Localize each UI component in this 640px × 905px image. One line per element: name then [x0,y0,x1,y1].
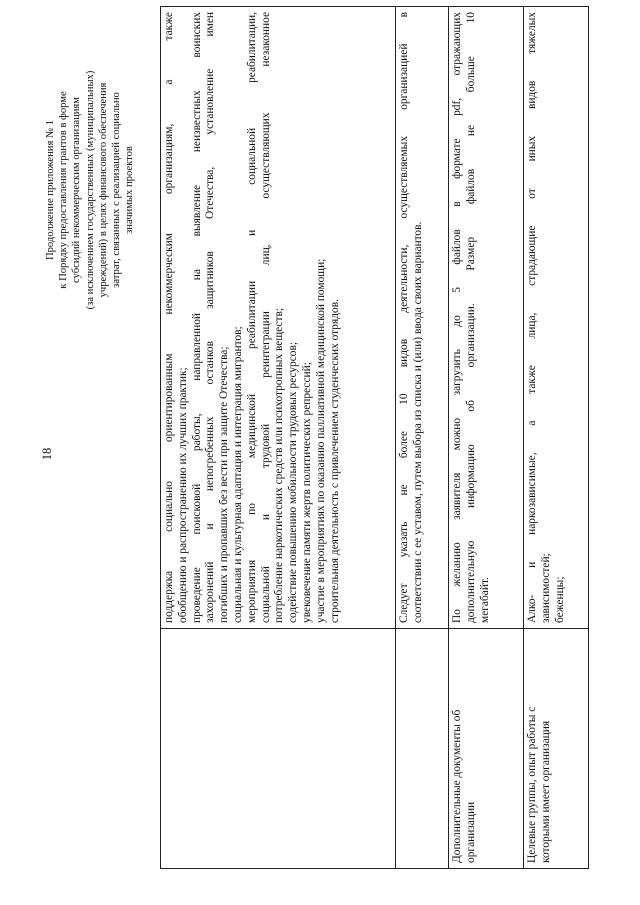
row-label-line: организации [464,801,477,863]
content-line: участие в мероприятиях по оказанию паллиативной медицинской помощи; [314,258,327,623]
row-label-line: Дополнительные документы об [451,709,463,863]
table-content-cell [161,7,396,629]
content-line: соответствии с ее уставом, путем выбора из списка и (или) ввода своих вариантов. [411,221,424,623]
content-line: погибших и пропавших без вести при защите Отечества; [218,346,231,623]
appendix-header [44,25,136,355]
page-number: 18 [40,447,54,461]
table-row [396,7,449,869]
appendix-header-line: затрат, связанных с реализацией социально [111,92,123,288]
content-line: мегабайт. [478,577,491,623]
content-line: поддержка социально ориентированным некоммерческим организациям, а также [163,12,175,623]
content-line: социальной и трудовой реинтеграции лиц, осуществляющих незаконное [259,12,272,623]
content-line: По желанию заявителя можно загрузить до 5 файлов в формате pdf, отражающих [451,12,463,623]
content-line: беженцы; [553,576,566,623]
content-line: захоронений и непогребенных останков защитников Отечества, установление имен [204,12,217,623]
table-label-cell [161,629,396,869]
table-label-cell [449,629,524,869]
row-label-line: которыми имеет организация [539,720,552,863]
table-content-cell [524,7,589,629]
content-line: Следует указать не более 10 видов деятельности, осуществляемых организацией в [398,12,410,623]
appendix-header-line: Продолжение приложения № 1 [45,119,56,261]
content-line: обобщению и распространению их лучших практик; [176,367,189,623]
content-line: социальная и культурная адаптация и интеграция мигрантов; [231,326,244,623]
appendix-header-line: (за исключением государственных (муниципальных) [84,70,96,310]
table-content-cell [396,7,449,629]
appendix-header-line: субсидий некоммерческим организациям [71,96,83,284]
table-row [524,7,589,869]
row-label-line: Целевые группы, опыт работы с [526,706,538,863]
table-content-cell [449,7,524,629]
appendix-header-line: учреждений) в целях финансового обеспечения [97,82,109,298]
content-line: строительная деятельность с привлечением студенческих отрядов. [328,299,341,623]
appendix-header-line: значимых проектов [124,146,136,234]
content-line: зависимостей; [539,553,552,623]
content-line: Алко- и наркозависимые, а также лица, страдающие от иных видов тяжелых [526,12,538,623]
table-label-cell [524,629,589,869]
content-line: потребление наркотических средств или психотропных веществ; [273,307,286,623]
requirements-table [160,6,589,869]
content-line: увековечение памяти жертв политических репрессий; [300,362,313,623]
table-row [449,7,524,869]
appendix-header-line: к Порядку предоставления грантов в форме [58,91,70,289]
table-label-cell [396,629,449,869]
content-line: проведение поисковой работы, направленной на выявление неизвестных воинских [190,12,203,623]
content-line: содействие повышению мобильности трудовых ресурсов; [287,341,300,623]
table-row [161,7,396,869]
content-line: дополнительную информацию об организации. Размер файлов не больше 10 [464,12,477,623]
content-line: мероприятия по медицинской реабилитации и социальной реабилитации, [245,12,258,623]
